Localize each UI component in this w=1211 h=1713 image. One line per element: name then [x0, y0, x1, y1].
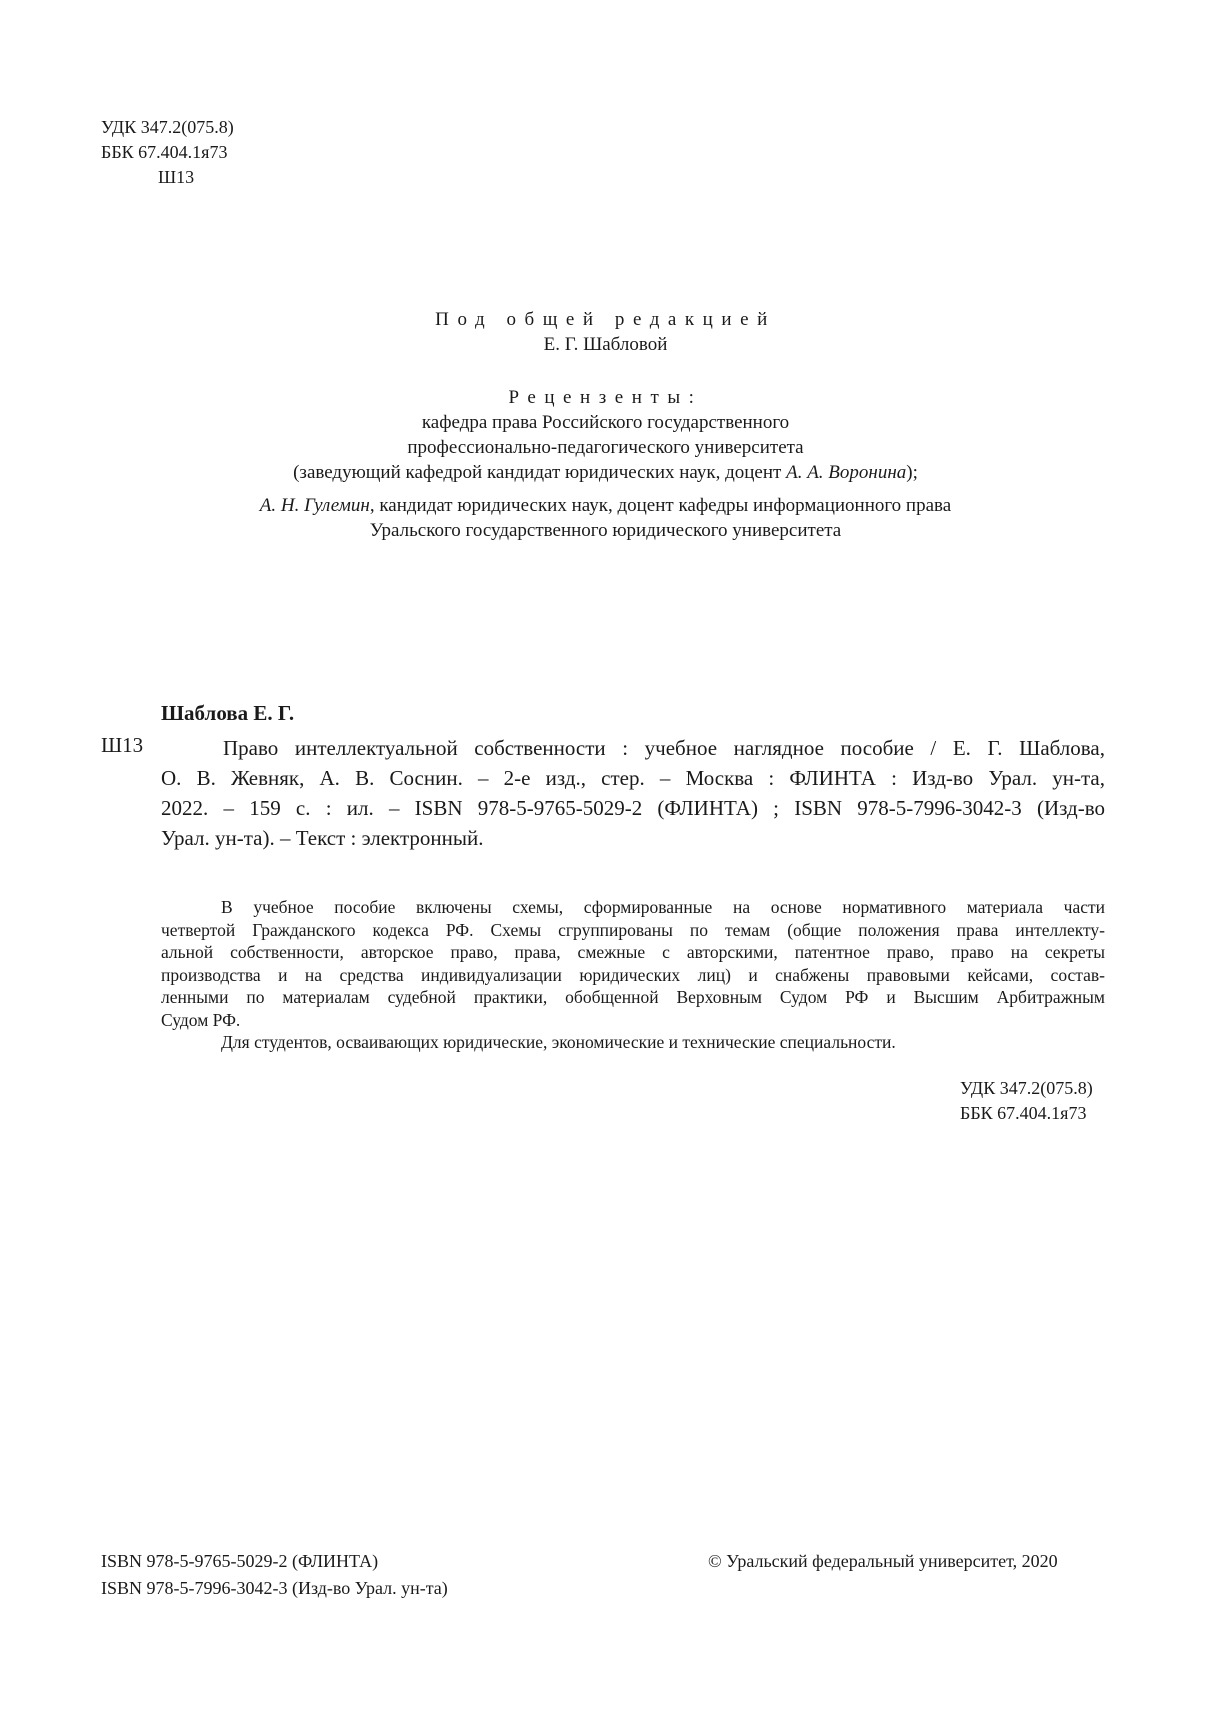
udk-bottom: УДК 347.2(075.8) — [960, 1078, 1093, 1098]
editor-heading: Под общей редакцией — [435, 309, 776, 330]
annotation-line-4: производства и на средства индивидуализации юридических лиц) и снабжены правовыми кейсами, состав- — [161, 964, 1105, 985]
bibliographic-record — [161, 733, 1105, 853]
record-line-3: 2022. – 159 с. : ил. – ISBN 978-5-9765-5029-2 (ФЛИНТА) ; ISBN 978-5-7996-3042-3 (Изд-во — [161, 796, 1105, 820]
record-line-1: Право интеллектуальной собственности : учебное наглядное пособие / Е. Г. Шаблова, — [223, 736, 1105, 760]
author-code-top: Ш13 — [158, 167, 195, 187]
reviewer-line-4 — [0, 493, 1211, 518]
annotation — [161, 896, 1105, 1054]
reviewer-line-1: кафедра права Российского государственного — [421, 412, 790, 433]
annotation-line-3: альной собственности, авторское право, права, смежные с авторскими, патентное право, право на секреты — [161, 942, 1105, 962]
reviewers-block — [0, 385, 1211, 543]
bbk-top: ББК 67.404.1я73 — [101, 142, 228, 162]
reviewer-line-3-pre: (заведующий кафедрой кандидат юридических наук, доцент — [293, 462, 787, 483]
record-code: Ш13 — [101, 733, 144, 757]
reviewer-name-voronina: А. А. Воронина — [786, 462, 907, 483]
annotation-line-2: четвертой Гражданского кодекса РФ. Схемы сгруппированы по темам (общие положения права интеллекту- — [161, 919, 1105, 940]
reviewer-line-5: Уральского государственного юридического университета — [369, 520, 842, 541]
record-line-4: Урал. ун-та). – Текст : электронный. — [161, 826, 484, 850]
isbn-urfu: ISBN 978-5-7996-3042-3 (Изд-во Урал. ун-та) — [101, 1578, 448, 1598]
annotation-audience: Для студентов, осваивающих юридические, экономические и технические специальности. — [221, 1032, 896, 1052]
copyright: © Уральский федеральный университет, 2020 — [708, 1551, 1058, 1571]
isbn-block — [101, 1548, 448, 1602]
isbn-flinta: ISBN 978-5-9765-5029-2 (ФЛИНТА) — [101, 1551, 379, 1571]
annotation-line-6: Судом РФ. — [161, 1009, 241, 1030]
annotation-line-1: В учебное пособие включены схемы, сформированные на основе нормативного материала части — [221, 897, 1105, 917]
reviewer-line-2: профессионально-педагогического университета — [407, 437, 804, 458]
editor-name: Е. Г. Шабловой — [543, 334, 668, 355]
reviewer-line-3-post: ); — [906, 462, 918, 483]
annotation-line-5: ленными по материалам судебной практики, обобщенной Верховным Судом РФ и Высшим Арбитражным — [161, 987, 1105, 1007]
bbk-bottom: ББК 67.404.1я73 — [960, 1103, 1087, 1123]
index-top — [101, 115, 234, 190]
reviewer-name-gulemin: А. Н. Гулемин — [259, 495, 370, 516]
udk-top: УДК 347.2(075.8) — [101, 117, 234, 137]
reviewer-line-4-post: , кандидат юридических наук, доцент кафедры информационного права — [369, 495, 952, 516]
index-bottom — [960, 1076, 1093, 1126]
record-line-2: О. В. Жевняк, А. В. Соснин. – 2-е изд., стер. – Москва : ФЛИНТА : Изд-во Урал. ун-та, — [161, 766, 1105, 790]
record-author: Шаблова Е. Г. — [161, 701, 295, 725]
reviewers-heading: Рецензенты: — [508, 387, 703, 408]
reviewer-line-3 — [0, 460, 1211, 485]
editor-block — [0, 307, 1211, 357]
